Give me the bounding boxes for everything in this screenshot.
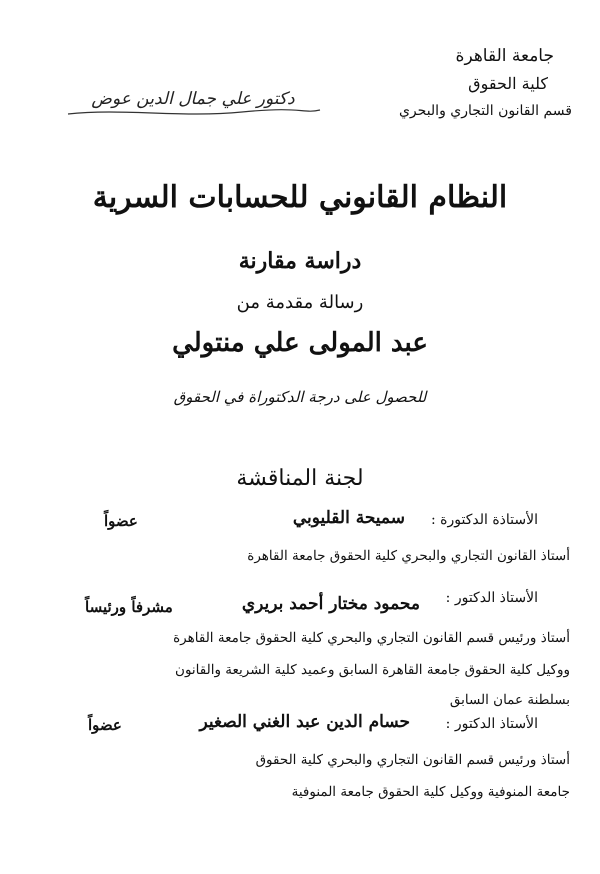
- department-name: قسم القانون التجاري والبحري: [398, 103, 572, 119]
- member-1-role: عضواً: [104, 512, 138, 530]
- member-1-line-1: أستاذ القانون التجاري والبحري كلية الحقوق جامعة القاهرة: [247, 548, 570, 564]
- member-1-label: الأستاذة الدكتورة :: [430, 512, 538, 528]
- faculty-name: كلية الحقوق: [468, 74, 548, 93]
- university-name: جامعة القاهرة: [455, 46, 554, 66]
- member-2-name: محمود مختار أحمد بريري: [241, 594, 420, 614]
- degree-purpose: للحصول على درجة الدكتوراة في الحقوق: [173, 388, 427, 406]
- member-2-role: مشرفاً ورئيساً: [85, 598, 173, 616]
- member-2-line-2: ووكيل كلية الحقوق جامعة القاهرة السابق وعميد كلية الشريعة والقانون: [175, 662, 570, 678]
- committee-heading: لجنة المناقشة: [236, 466, 364, 491]
- member-3-role: عضواً: [88, 716, 122, 734]
- member-1-name: سميحة القليوبي: [292, 508, 405, 528]
- member-3-line-2: جامعة المنوفية ووكيل كلية الحقوق جامعة المنوفية: [291, 784, 570, 800]
- underline-scribble: [62, 78, 324, 120]
- handwritten-annotation: [62, 78, 324, 120]
- member-2-line-3: بسلطنة عمان السابق: [449, 692, 570, 708]
- member-2-label: الأستاذ الدكتور :: [445, 590, 538, 606]
- handwritten-note-text: دكتور علي جمال الدين عوض: [91, 89, 295, 109]
- member-3-line-1: أستاذ ورئيس قسم القانون التجاري والبحري كلية الحقوق: [255, 752, 570, 768]
- author-name: عبد المولى علي منتولي: [172, 328, 428, 358]
- member-3-label: الأستاذ الدكتور :: [445, 716, 538, 732]
- submitted-by-line: رسالة مقدمة من: [236, 292, 364, 313]
- member-3-name: حسام الدين عبد الغني الصغير: [199, 712, 410, 732]
- thesis-title: النظام القانوني للحسابات السرية: [92, 180, 508, 215]
- member-2-line-1: أستاذ ورئيس قسم القانون التجاري والبحري كلية الحقوق جامعة القاهرة: [173, 630, 570, 646]
- thesis-subtitle: دراسة مقارنة: [238, 248, 362, 274]
